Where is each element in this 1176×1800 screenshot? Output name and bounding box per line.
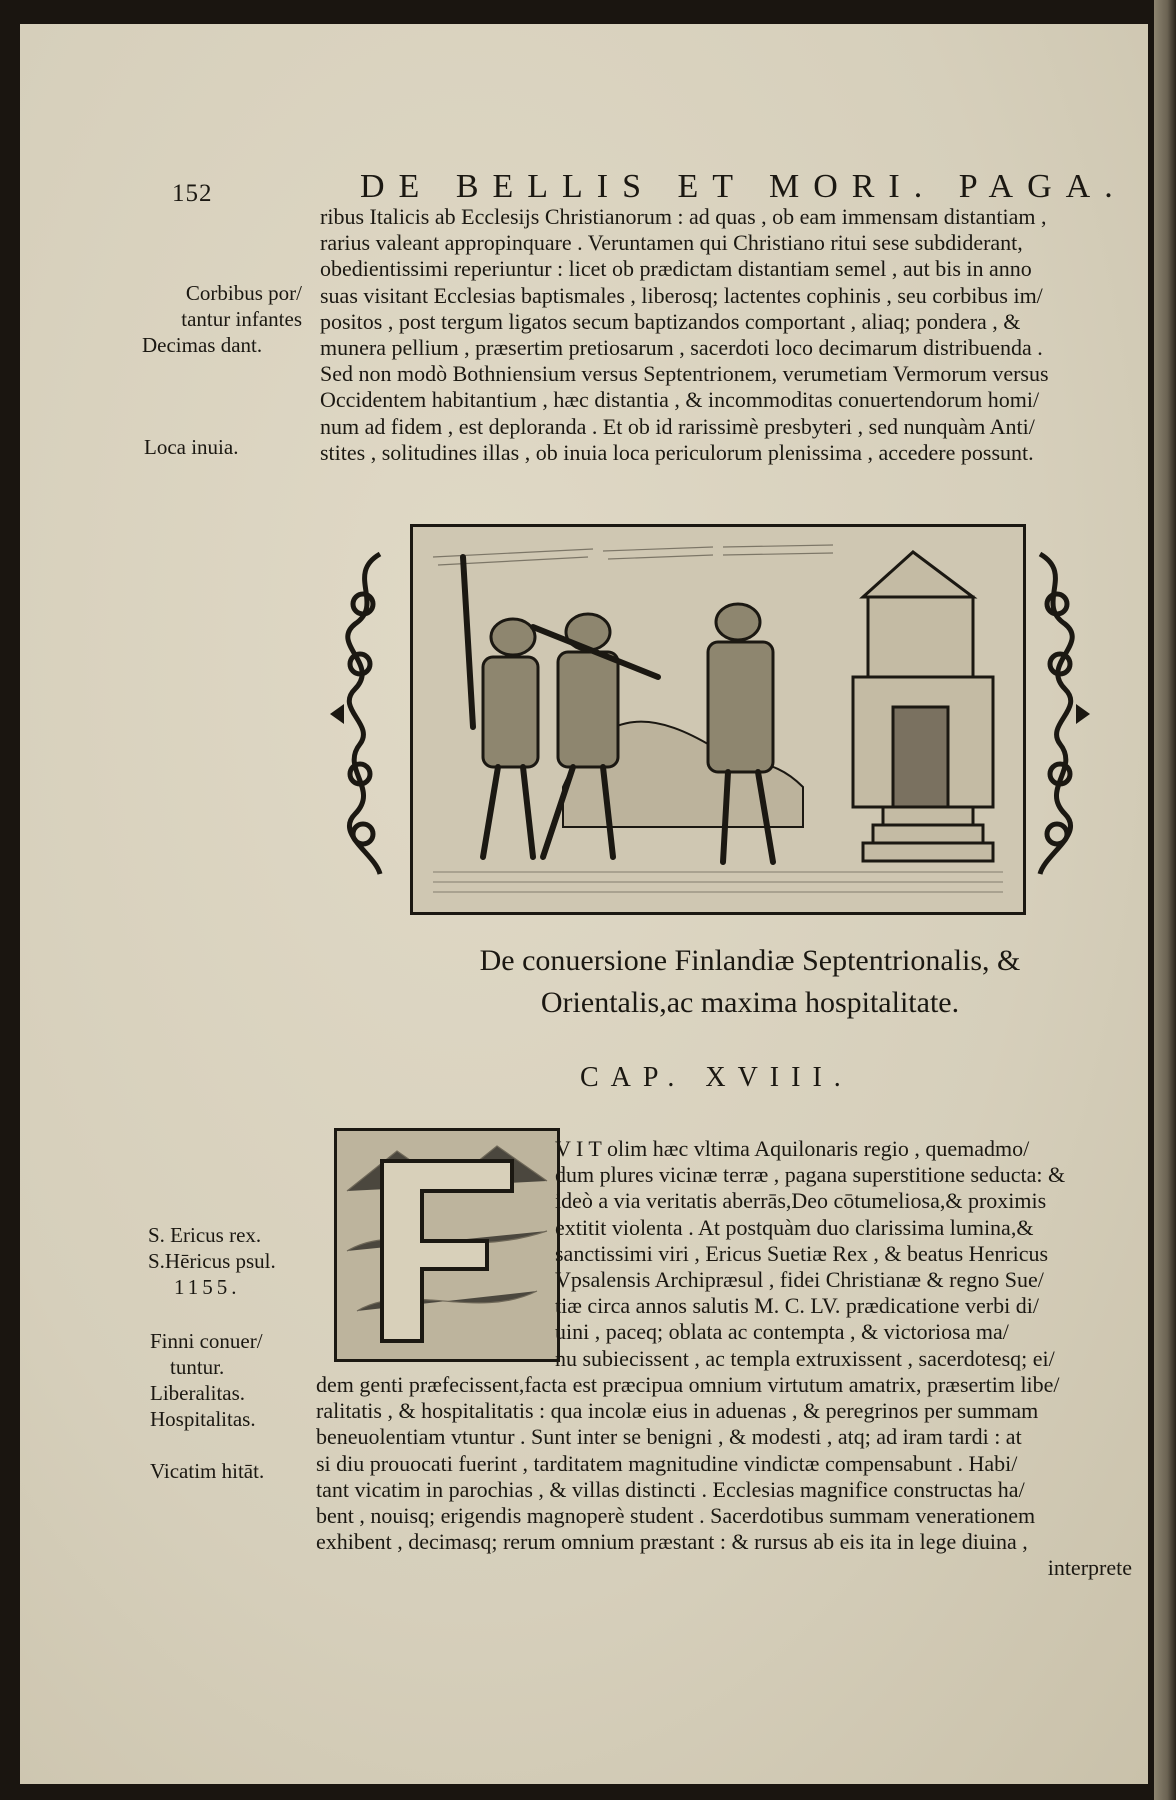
text-line: rarius valeant appropinquare . Veruntamen qui Christiano ritui sese subdiderant, xyxy=(320,230,1023,256)
bottom-paragraph-full xyxy=(316,1372,1132,1582)
text-line: si diu prouocati fuerint , tarditatem magnitudine vindictæ compensabunt . Habi/ xyxy=(316,1450,1018,1476)
text-line: stites , solitudines illas , ob inuia loca periculorum plenissima , accedere possunt. xyxy=(320,439,1034,465)
margin-note-corbibus: Corbibus por/ tantur infantes xyxy=(181,281,302,331)
text-line: uini , paceq; oblata ac contempta , & victoriosa ma/ xyxy=(555,1319,1009,1345)
text-line: num ad fidem , est deploranda . Et ob id rarissimè presbyteri , sed nunquàm Anti/ xyxy=(320,413,1035,439)
margin-note-finni-2: tuntur. xyxy=(170,1355,225,1379)
margin-note-loca-inuia: Loca inuia. xyxy=(144,435,239,459)
text-line: tiæ circa annos salutis M. C. LV. prædicatione verbi di/ xyxy=(555,1293,1039,1319)
chapter-heading-line: De conuersione Finlandiæ Septentrionalis, & xyxy=(479,944,1021,977)
text-line: Vpsalensis Archipræsul , fidei Christianæ & regno Sue/ xyxy=(555,1267,1044,1293)
text-line: dem genti præfecissent,facta est præcipua omnium virtutum amatrix, præsertim libe/ xyxy=(316,1372,1060,1397)
text-line: ribus Italicis ab Ecclesijs Christianorum : ad quas , ob eam immensam distantiam , xyxy=(320,204,1047,229)
margin-note-decimas: Decimas dant. xyxy=(142,333,263,357)
text-line: nu subiecissent , ac templa extruxissent , sacerdotesq; ei/ xyxy=(555,1345,1055,1371)
text-line: exhibent , decimasq; rerum omnium præstant : & rursus ab eis ita in lege diuina , xyxy=(316,1529,1028,1555)
bottom-paragraph-narrow xyxy=(555,1136,1132,1372)
page-edge xyxy=(1154,0,1176,1800)
right-ornament-icon xyxy=(1025,544,1095,884)
text-line: beneuolentiam vtuntur . Sunt inter se benigni , & modesti , atq; ad iram tardi : at xyxy=(316,1424,1022,1450)
text-line: positos , post tergum ligatos secum baptizandos comportant , aliaq; pondera , & xyxy=(320,308,1021,334)
text-line: munera pellium , præsertim pretiosarum , sacerdoti loco decimarum distribuenda . xyxy=(320,335,1043,361)
text-line: tant vicatim in parochias , & villas distincti . Ecclesias magnifice constructas ha/ xyxy=(316,1476,1025,1502)
margin-note-hericus: S.Hēricus psul. xyxy=(148,1249,276,1273)
running-title: DE BELLIS ET MORI. PAGA. xyxy=(360,168,1127,205)
margin-note-finni-1: Finni conuer/ xyxy=(150,1329,263,1353)
margin-note-year: 1155. xyxy=(174,1275,241,1299)
text-line: ideò a via veritatis aberrās,Deo cōtumeliosa,& proximis xyxy=(555,1188,1047,1214)
margin-note-ericus: S. Ericus rex. xyxy=(148,1223,262,1247)
text-line: suas visitant Ecclesias baptismales , liberosq; lactentes cophinis , seu corbibus im/ xyxy=(320,282,1043,308)
chapter-number: CAP. XVIII. xyxy=(580,1062,853,1093)
chapter-heading xyxy=(400,940,1100,1024)
text-line: sanctissimi viri , Ericus Suetiæ Rex , & beatus Henricus xyxy=(555,1240,1049,1266)
text-line: ralitatis , & hospitalitatis : qua incolæ eius in aduenas , & peregrinos per summam xyxy=(316,1398,1039,1424)
text-line: Occidentem habitantium , hæc distantia , & incommoditas conuertendorum homi/ xyxy=(320,387,1040,413)
book-page xyxy=(20,24,1148,1784)
woodcut-illustration xyxy=(410,524,1026,915)
page-number: 152 xyxy=(172,180,213,207)
text-line: dum plures vicinæ terræ , pagana superstitione seducta: & xyxy=(555,1162,1066,1188)
catchword: interprete xyxy=(1047,1555,1132,1581)
left-ornament-icon xyxy=(325,544,395,884)
decorated-initial-icon xyxy=(334,1128,560,1362)
text-line: extitit violenta . At postquàm duo clarissima lumina,& xyxy=(555,1214,1034,1240)
top-paragraph xyxy=(320,204,1132,466)
margin-note-vicatim: Vicatim hitāt. xyxy=(150,1459,265,1483)
text-line: V I T olim hæc vltima Aquilonaris regio , quemadmo/ xyxy=(555,1136,1030,1161)
text-line: bent , nouisq; erigendis magnoperè student . Sacerdotibus summam venerationem xyxy=(316,1503,1036,1529)
text-line: obedientissimi reperiuntur : licet ob prædictam distantiam semel , aut bis in anno xyxy=(320,256,1032,282)
margin-note-liberalitas: Liberalitas. xyxy=(150,1381,246,1405)
chapter-heading-line: Orientalis,ac maxima hospitalitate. xyxy=(540,986,960,1019)
margin-note-hospitalitas: Hospitalitas. xyxy=(150,1407,256,1431)
text-line: Sed non modò Bothniensium versus Septentrionem, verumetiam Vermorum versus xyxy=(320,361,1049,387)
